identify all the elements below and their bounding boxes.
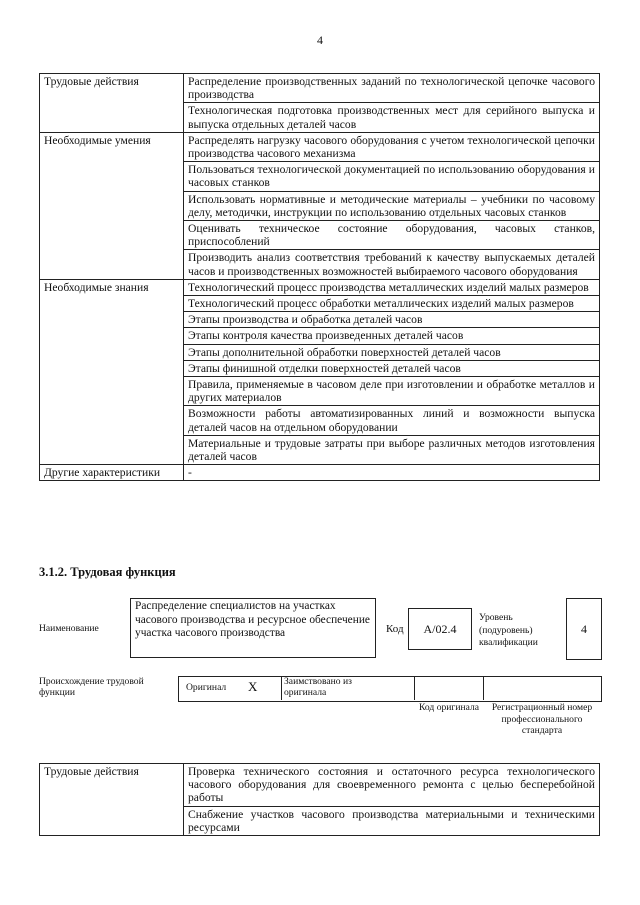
code-label: Код [386,623,404,635]
table-cell: Пользоваться технологической документацией по использованию оборудования и часовых станков [184,162,600,191]
origin-divider-1 [281,676,282,700]
origin-divider-2 [414,676,415,700]
table-cell: Снабжение участков часового производства материальными и техническими ресурсами [184,806,600,835]
code-original-caption: Код оригинала [418,702,480,713]
original-mark: X [248,679,258,694]
table-cell: Материальные и трудовые затраты при выборе различных методов изготовления деталей часов [184,435,600,464]
table-row [40,132,600,161]
page-number: 4 [317,33,323,47]
row-group-label: Необходимые умения [40,132,184,279]
origin-divider-3 [483,676,484,700]
table-cell: Распределять нагрузку часового оборудования с учетом технологической цепочки производства часового механизма [184,132,600,161]
table-cell: Правила, применяемые в часовом деле при изготовлении и обработке металлов и других материалов [184,377,600,406]
actions-table [39,763,600,836]
table-cell: Возможности работы автоматизированных линий и возможности выпуска деталей часов на отдельном оборудовании [184,406,600,435]
row-group-label: Другие характеристики [40,465,184,481]
table-cell: Оценивать техническое состояние оборудования, часовых станков, приспособлений [184,221,600,250]
table-cell: Производить анализ соответствия требований к качеству выпускаемых деталей часов и производственных возможностей выбираемого часового оборудования [184,250,600,279]
table-cell: Технологический процесс обработки металлических изделий малых размеров [184,296,600,312]
name-value: Распределение специалистов на участках часового производства и ресурсное обеспечение участка часового производства [130,598,376,658]
table-cell: Этапы производства и обработка деталей часов [184,312,600,328]
origin-label: Происхождение трудовой функции [39,676,144,698]
row-group-label: Трудовые действия [40,764,184,836]
table-cell: Этапы дополнительной обработки поверхностей деталей часов [184,344,600,360]
level-value: 4 [566,598,602,660]
row-group-label: Необходимые знания [40,279,184,464]
level-label: Уровень (подуровень) квалификации [479,612,538,648]
table-cell: - [184,465,600,481]
original-label: Оригинал [186,682,227,693]
table-cell: Этапы контроля качества произведенных деталей часов [184,328,600,344]
competency-table [39,73,600,481]
table-row [40,764,600,807]
row-group-label: Трудовые действия [40,74,184,133]
table-cell: Проверка технического состояния и остаточного ресурса технологического часового оборудования для своевременного ремонта с целью бесперебойной работы [184,764,600,807]
table-cell: Использовать нормативные и методические материалы – учебники по часовому делу, методички, инструкции по использованию отдельных часовых станков [184,191,600,220]
table-row [40,279,600,295]
table-cell: Технологическая подготовка производственных мест для серийного выпуска и выпуска отдельных деталей часов [184,103,600,132]
reg-number-caption: Регистрационный номер профессионального стандарта [491,702,593,736]
table-cell: Распределение производственных заданий по технологической цепочке часового производства [184,74,600,103]
code-value: А/02.4 [408,608,472,650]
table-row [40,74,600,103]
section-heading: 3.1.2. Трудовая функция [39,565,176,579]
table-row [40,465,600,481]
borrowed-label: Заимствовано из оригинала [284,676,352,698]
table-cell: Этапы финишной отделки поверхностей деталей часов [184,360,600,376]
name-label: Наименование [39,623,99,634]
table-cell: Технологический процесс производства металлических изделий малых размеров [184,279,600,295]
